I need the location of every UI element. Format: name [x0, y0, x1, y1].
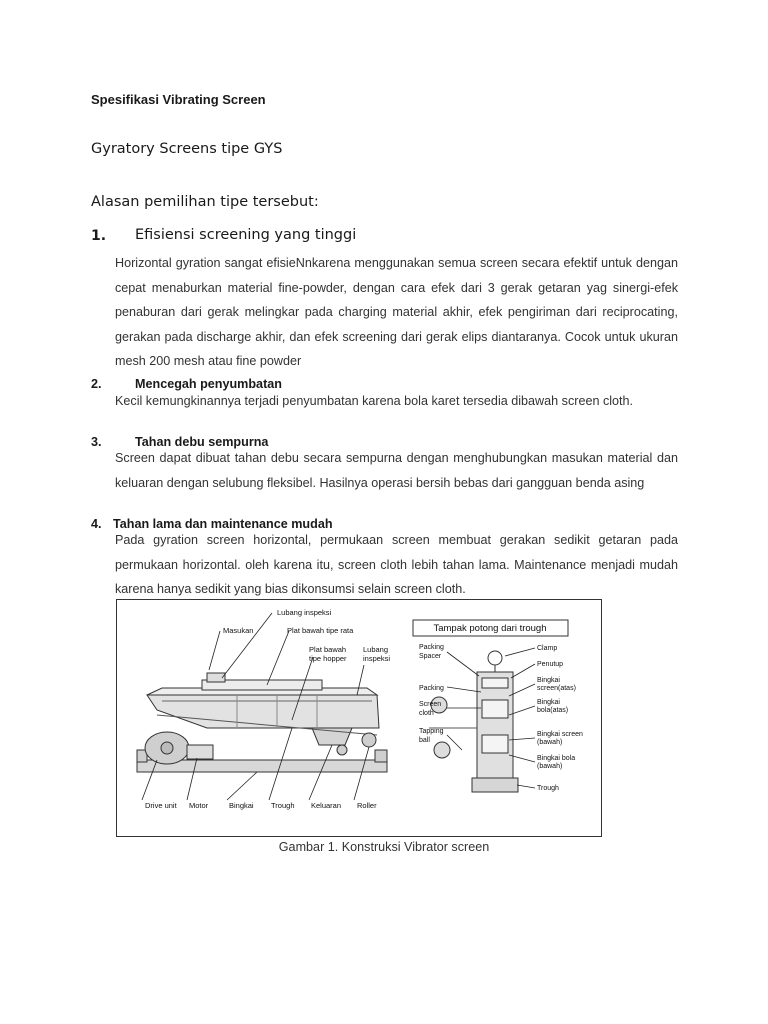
label-screen-cloth: cloth: [419, 710, 434, 717]
item-text: Pada gyration screen horizontal, permukaan screen membuat gerakan sedikit getaran pada permukaan horizontal. oleh karena itu, screen cloth lebih tahan lama. Maintenance menjadi mudah karena hanya sedikit yang bias dikonsumsi selain screen cloth.: [115, 533, 678, 596]
label-lubang-inspeksi-2: Lubang: [363, 645, 389, 654]
label-bingkai-bola-bawah: Bingkai bola: [537, 755, 576, 762]
label-trough-section: Trough: [537, 785, 559, 792]
document-title: Spesifikasi Vibrating Screen: [91, 92, 266, 107]
label-bingkai-screen-bawah: Bingkai screen: [537, 731, 583, 738]
label-motor: Motor: [189, 801, 209, 810]
document-subtitle: Gyratory Screens tipe GYS: [91, 141, 283, 157]
label-lubang-inspeksi: Lubang inspeksi: [277, 608, 332, 617]
item-text: Screen dapat dibuat tahan debu secara sempurna dengan menghubungkan masukan material dan keluaran dengan selubung fleksibel. Hasilnya operasi bersih bebas dari gangguan benda asing: [115, 451, 678, 490]
label-penutup: Penutup: [537, 661, 564, 668]
item-heading: Mencegah penyumbatan: [135, 377, 282, 391]
label-tapping-ball: ball: [419, 737, 430, 744]
machine-side-view: [137, 673, 387, 772]
right-diagram-title: Tampak potong dari trough: [433, 623, 547, 634]
item-number: 3.: [91, 435, 102, 449]
item-text: Horizontal gyration sangat efisieNnkarena menggunakan semua screen secara efektif untuk dengan cepat menaburkan material fine-powder, dengan cara efek dari 3 gerak getaran yag sinergi-efek penaburan dari gerak melingkar pada charging material akhir, efek pengiriman dari reciprocating, gerakan pada discharge akhir, dan efek screening dari gerak elips diantaranya. Cocok untuk ukuran mesh 200 mesh atau fine powder: [115, 256, 678, 368]
label-packing-spacer: Spacer: [419, 653, 442, 660]
item-number: 4.: [91, 517, 102, 531]
label-bingkai-bola-atas: Bingkai: [537, 699, 560, 706]
reason-heading: Alasan pemilihan tipe tersebut:: [91, 194, 319, 210]
label-plat-bawah-hopper: tipe hopper: [309, 654, 347, 663]
label-bingkai-screen-atas: Bingkai: [537, 677, 560, 684]
item-heading: Tahan debu sempurna: [135, 435, 269, 449]
label-screen-cloth: Screen: [419, 701, 442, 708]
label-bingkai: Bingkai: [229, 801, 254, 810]
figure-caption: Gambar 1. Konstruksi Vibrator screen: [278, 840, 490, 854]
label-bingkai-bola-bawah: (bawah): [537, 763, 563, 770]
label-packing-spacer: Packing: [419, 644, 444, 651]
label-drive-unit: Drive unit: [145, 801, 177, 810]
label-plat-bawah-hopper: Plat bawah: [309, 645, 347, 654]
item-number: 1.: [91, 228, 107, 244]
label-masukan: Masukan: [223, 626, 254, 635]
label-bingkai-screen-atas: screen(atas): [537, 685, 576, 692]
label-tapping-ball: Tapping: [419, 728, 444, 735]
label-lubang-inspeksi-2: inspeksi: [363, 654, 391, 663]
label-bingkai-screen-bawah: (bawah): [537, 739, 563, 746]
label-clamp: Clamp: [537, 645, 558, 652]
item-heading: Efisiensi screening yang tinggi: [135, 227, 357, 243]
figure-frame: [116, 599, 602, 837]
vibrating-screen-diagram: [117, 600, 601, 836]
item-text: Kecil kemungkinannya terjadi penyumbatan karena bola karet tersedia dibawah screen cloth.: [115, 394, 634, 408]
label-packing: Packing: [419, 685, 444, 692]
label-keluaran: Keluaran: [311, 801, 342, 810]
label-plat-bawah-rata: Plat bawah tipe rata: [287, 626, 354, 635]
label-trough: Trough: [271, 801, 295, 810]
item-heading: Tahan lama dan maintenance mudah: [113, 517, 333, 531]
item-number: 2.: [91, 377, 102, 391]
label-roller: Roller: [357, 801, 377, 810]
label-bingkai-bola-atas: bola(atas): [537, 707, 569, 714]
